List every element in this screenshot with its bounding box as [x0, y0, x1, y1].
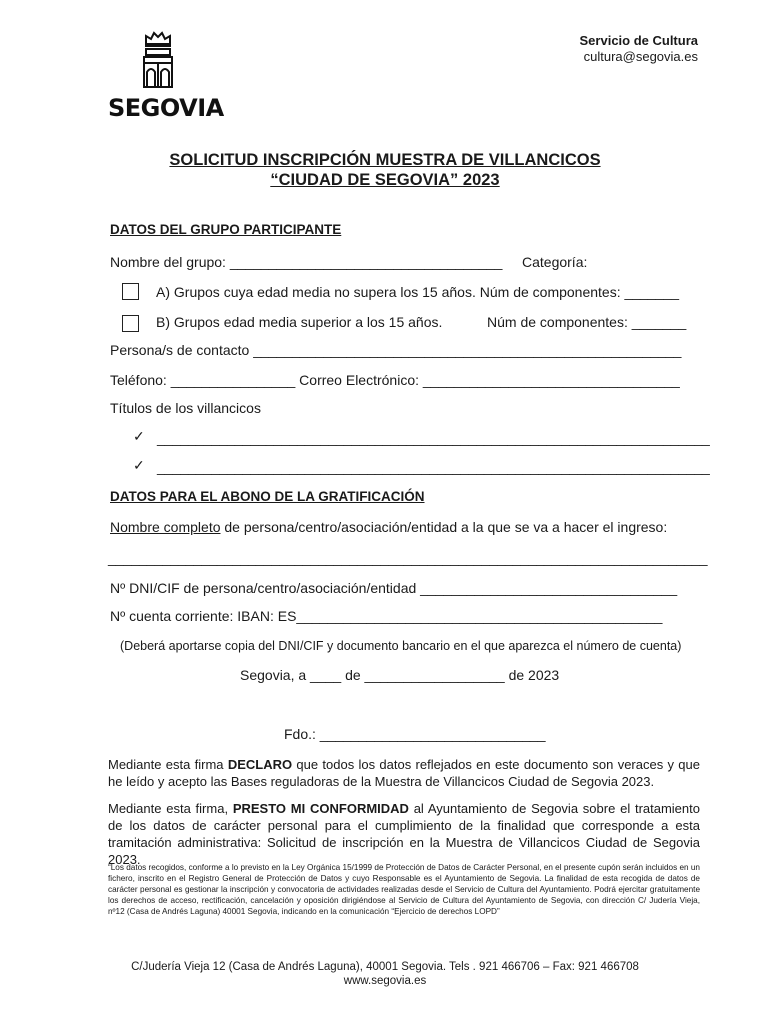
full-name-label-underlined: Nombre completo [110, 519, 221, 535]
category-b-label: B) Grupos edad media superior a los 15 años. [156, 314, 443, 330]
legal-notice: “Los datos recogidos, conforme a lo previsto en la Ley Orgánica 15/1999 de Protección de Datos de Carácter Personal, en el presente cupón serán incluidos en un fichero, inscrito en el Registro General de Protección de Datos y cuyo Responsable es el Ayuntamiento de Segovia. La finalidad de esta recogida de datos de carácter personal es gestionar la inscripción y convocatoria de actividades realizadas desde el Servicio de Cultura del Ayuntamiento. Podrá ejercitar gratuitamente los derechos de acceso, rectificación, cancelación y oposición dirigiéndose al Servicio de Cultura del Ayuntamiento de Segovia, con dirección C/ Judería Vieja, nº12 (Casa de Andrés Laguna) 40001 Segovia, indicando en la comunicación “Ejercicio de derechos LOPD” [108, 863, 700, 916]
footer [0, 960, 770, 988]
iban-field[interactable]: Nº cuenta corriente: IBAN: ES_______________________________________________ [110, 608, 663, 624]
header-contact [580, 33, 698, 65]
document-title [0, 150, 770, 190]
full-name-label-rest: de persona/centro/asociación/entidad a la que se va a hacer el ingreso: [220, 519, 668, 535]
full-name-label [110, 519, 667, 535]
check-icon: ✓ [133, 457, 145, 473]
declare-bold: DECLARO [227, 757, 293, 772]
consent-paragraph: Mediante esta firma, PRESTO MI CONFORMIDAD al Ayuntamiento de Segovia sobre el tratamiento de los datos de carácter personal para el cumplimiento de la finalidad que corresponde a esta tramitación administrativa: Solicitud de inscripción en la Muestra de Villancicos Ciudad de Segovia 2023. [108, 801, 700, 867]
carol-title-field-1[interactable]: _______________________________________________________________________ [157, 430, 710, 446]
category-a-label: A) Grupos cuya edad media no supera los 15 años. Núm de componentes: _______ [156, 284, 679, 300]
date-line-field[interactable]: Segovia, a ____ de __________________ de 2023 [240, 667, 560, 683]
phone-email-field[interactable]: Teléfono: ________________ Correo Electrónico: _________________________________ [110, 372, 680, 388]
check-icon: ✓ [133, 428, 145, 444]
category-label: Categoría: [522, 254, 588, 270]
category-b-checkbox[interactable] [122, 315, 139, 332]
section-heading-group: DATOS DEL GRUPO PARTICIPANTE [110, 222, 342, 237]
documents-note: (Deberá aportarse copia del DNI/CIF y documento bancario en el que aparezca el número de cuenta) [120, 639, 682, 653]
section-heading-payment: DATOS PARA EL ABONO DE LA GRATIFICACIÓN [110, 489, 425, 504]
logo-wordmark: SEGOVIA [108, 94, 224, 122]
full-name-field[interactable]: _____________________________________________________________________________ [108, 550, 708, 566]
group-name-field[interactable]: Nombre del grupo: ___________________________________ [110, 254, 503, 270]
declaration-paragraph: Mediante esta firma DECLARO que todos los datos reflejados en este documento son veraces y que he leído y acepto las Bases reguladoras de la Muestra de Villancicos Ciudad de Segovia 2023. [108, 757, 700, 789]
segovia-logo [108, 30, 224, 122]
consent-bold: PRESTO MI CONFORMIDAD [232, 801, 409, 816]
signature-field[interactable]: Fdo.: _____________________________ [284, 726, 546, 742]
category-b-components-field[interactable]: Núm de componentes: _______ [487, 314, 687, 330]
title-line-1: SOLICITUD INSCRIPCIÓN MUESTRA DE VILLANCICOS [169, 151, 601, 169]
title-line-2: “CIUDAD DE SEGOVIA” 2023 [270, 171, 500, 189]
footer-website[interactable]: www.segovia.es [343, 975, 427, 987]
crown-aqueduct-icon [138, 30, 178, 92]
carols-titles-label: Títulos de los villancicos [110, 400, 261, 416]
dni-field[interactable]: Nº DNI/CIF de persona/centro/asociación/entidad _________________________________ [110, 580, 678, 596]
contact-person-field[interactable]: Persona/s de contacto _______________________________________________________ [110, 342, 682, 358]
carol-title-field-2[interactable]: _______________________________________________________________________ [157, 459, 710, 475]
service-name: Servicio de Cultura [579, 33, 698, 48]
service-email: cultura@segovia.es [583, 49, 698, 64]
category-a-checkbox[interactable] [122, 283, 139, 300]
footer-address: C/Judería Vieja 12 (Casa de Andrés Laguna), 40001 Segovia. Tels . 921 466706 – Fax: 921 466708 [131, 961, 639, 973]
